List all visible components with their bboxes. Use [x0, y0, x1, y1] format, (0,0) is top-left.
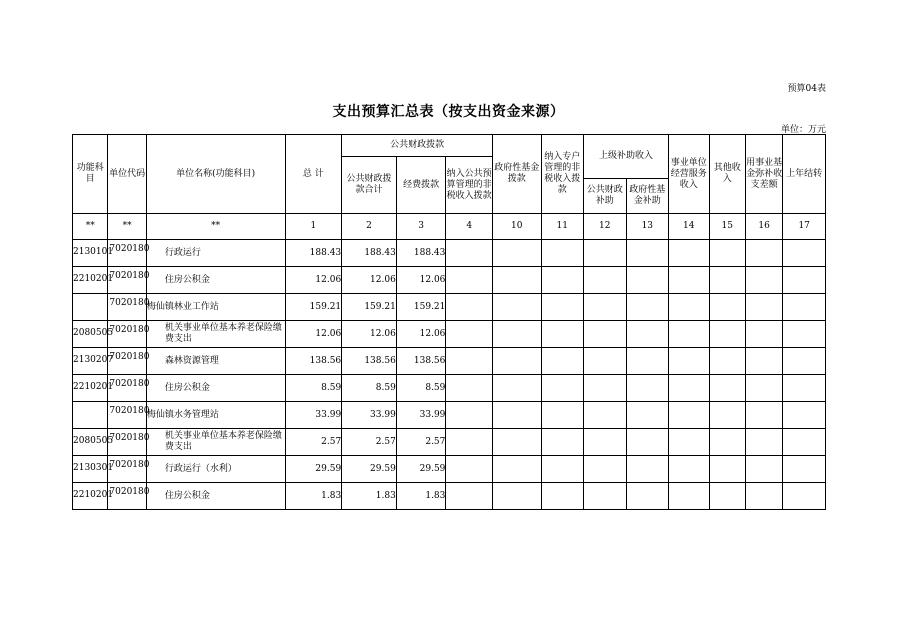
table-row: [73, 294, 826, 321]
header-nontax-budget: 纳入公共预算管理的非税收入拨款: [446, 157, 493, 214]
empty-cell: [745, 402, 782, 429]
empty-cell: [492, 240, 541, 267]
header-superior-subsidy: 上级补助收入: [584, 135, 669, 179]
total-cell: 159.21: [285, 294, 342, 321]
form-number: 预算04表: [787, 84, 826, 94]
header-other-income: 其他收入: [709, 135, 745, 214]
funding-cell: 33.99: [396, 402, 446, 429]
empty-cell: [745, 267, 782, 294]
unit-code-text: 7020180: [109, 325, 150, 335]
empty-cell: [669, 375, 709, 402]
table-row: [73, 267, 826, 294]
public-total-cell: 8.59: [342, 375, 397, 402]
table-body: [73, 240, 826, 510]
table-row: [73, 483, 826, 510]
empty-cell: [626, 348, 669, 375]
index-cell: **: [146, 214, 285, 240]
empty-cell: [669, 456, 709, 483]
empty-cell: [492, 348, 541, 375]
empty-cell: [584, 456, 627, 483]
empty-cell: [446, 240, 493, 267]
empty-cell: [492, 375, 541, 402]
func-code-cell: [73, 294, 108, 321]
empty-cell: [541, 321, 584, 348]
empty-cell: [745, 294, 782, 321]
empty-cell: [709, 294, 745, 321]
unit-code-text: 7020180: [109, 271, 150, 281]
unit-code-cell: [108, 348, 150, 375]
empty-cell: [626, 402, 669, 429]
empty-cell: [541, 240, 584, 267]
funding-cell: 12.06: [396, 267, 446, 294]
empty-cell: [446, 402, 493, 429]
func-code-cell: 2130207: [73, 348, 108, 375]
empty-cell: [446, 294, 493, 321]
empty-cell: [669, 348, 709, 375]
empty-cell: [745, 240, 782, 267]
empty-cell: [669, 240, 709, 267]
empty-cell: [626, 456, 669, 483]
empty-cell: [709, 348, 745, 375]
index-cell: 11: [541, 214, 584, 240]
empty-cell: [745, 483, 782, 510]
public-total-cell: 33.99: [342, 402, 397, 429]
empty-cell: [492, 294, 541, 321]
empty-cell: [745, 321, 782, 348]
public-total-cell: 159.21: [342, 294, 397, 321]
func-code-cell: 2210201: [73, 483, 108, 510]
public-total-cell: 12.06: [342, 267, 397, 294]
empty-cell: [626, 267, 669, 294]
func-code-cell: 2130101: [73, 240, 108, 267]
unit-code-cell: [108, 321, 150, 348]
total-cell: 12.06: [285, 267, 342, 294]
empty-cell: [584, 240, 627, 267]
funding-cell: 2.57: [396, 429, 446, 456]
unit-name-cell: 行政运行: [146, 240, 285, 267]
empty-cell: [709, 429, 745, 456]
index-cell: 2: [342, 214, 397, 240]
empty-cell: [541, 348, 584, 375]
unit-code-cell: [108, 240, 150, 267]
index-cell: 4: [446, 214, 493, 240]
index-cell: 17: [783, 214, 826, 240]
total-cell: 138.56: [285, 348, 342, 375]
total-cell: 29.59: [285, 456, 342, 483]
table-row: [73, 375, 826, 402]
empty-cell: [626, 375, 669, 402]
empty-cell: [783, 267, 826, 294]
empty-cell: [745, 456, 782, 483]
empty-cell: [783, 402, 826, 429]
unit-code-cell: [108, 429, 150, 456]
empty-cell: [446, 267, 493, 294]
empty-cell: [541, 429, 584, 456]
func-code-cell: 2130301: [73, 456, 108, 483]
empty-cell: [745, 429, 782, 456]
table-row: [73, 456, 826, 483]
table-row: [73, 348, 826, 375]
unit-code-text: 7020180: [109, 460, 150, 470]
empty-cell: [584, 348, 627, 375]
index-cell: 16: [745, 214, 782, 240]
unit-code-cell: [108, 294, 150, 321]
empty-cell: [541, 402, 584, 429]
empty-cell: [492, 267, 541, 294]
empty-cell: [584, 429, 627, 456]
table-row: [73, 429, 826, 456]
total-cell: 8.59: [285, 375, 342, 402]
public-total-cell: 1.83: [342, 483, 397, 510]
funding-cell: 12.06: [396, 321, 446, 348]
empty-cell: [709, 402, 745, 429]
index-cell: 10: [492, 214, 541, 240]
header-unit-code: 单位代码: [108, 135, 146, 214]
empty-cell: [783, 429, 826, 456]
header-carryover: 上年结转: [783, 135, 826, 214]
header-public-fiscal-total: 公共财政拨款合计: [342, 157, 397, 214]
empty-cell: [669, 402, 709, 429]
unit-code-cell: [108, 375, 150, 402]
empty-cell: [783, 348, 826, 375]
empty-cell: [709, 321, 745, 348]
funding-cell: 8.59: [396, 375, 446, 402]
header-funding: 经费拨款: [396, 157, 446, 214]
unit-name-cell: 机关事业单位基本养老保险缴费支出: [146, 429, 285, 456]
empty-cell: [541, 294, 584, 321]
empty-cell: [584, 321, 627, 348]
empty-cell: [709, 456, 745, 483]
funding-cell: 188.43: [396, 240, 446, 267]
empty-cell: [669, 294, 709, 321]
total-cell: 12.06: [285, 321, 342, 348]
header-sup-gov-fund: 政府性基金补助: [626, 179, 669, 214]
total-cell: 188.43: [285, 240, 342, 267]
empty-cell: [584, 375, 627, 402]
unit-code-text: 7020180: [109, 379, 150, 389]
empty-cell: [492, 402, 541, 429]
empty-cell: [709, 240, 745, 267]
empty-cell: [783, 321, 826, 348]
header-unit-name: 单位名称(功能科目): [146, 135, 285, 214]
empty-cell: [446, 321, 493, 348]
index-cell: 1: [285, 214, 342, 240]
empty-cell: [492, 483, 541, 510]
empty-cell: [584, 294, 627, 321]
table-row: [73, 321, 826, 348]
index-cell: **: [108, 214, 146, 240]
empty-cell: [541, 483, 584, 510]
empty-cell: [584, 267, 627, 294]
empty-cell: [446, 456, 493, 483]
func-code-cell: [73, 402, 108, 429]
empty-cell: [669, 429, 709, 456]
empty-cell: [492, 321, 541, 348]
empty-cell: [626, 240, 669, 267]
total-cell: 1.83: [285, 483, 342, 510]
header-business-income: 事业单位经营服务收入: [669, 135, 709, 214]
header-gov-fund: 政府性基金拨款: [492, 135, 541, 214]
empty-cell: [541, 267, 584, 294]
unit-code-cell: [108, 456, 150, 483]
func-code-cell: 2210201: [73, 267, 108, 294]
header-special-nontax: 纳入专户管理的非税收入拨款: [541, 135, 584, 214]
index-cell: 3: [396, 214, 446, 240]
unit-code-cell: [108, 402, 150, 429]
empty-cell: [669, 267, 709, 294]
empty-cell: [783, 483, 826, 510]
header-sup-public-fiscal: 公共财政补助: [584, 179, 627, 214]
unit-name-cell: 住房公积金: [146, 483, 285, 510]
funding-cell: 1.83: [396, 483, 446, 510]
budget-table: [72, 134, 826, 510]
empty-cell: [446, 375, 493, 402]
func-code-cell: 2080505: [73, 321, 108, 348]
public-total-cell: 12.06: [342, 321, 397, 348]
empty-cell: [745, 348, 782, 375]
empty-cell: [669, 321, 709, 348]
header-func-code: 功能科目: [73, 135, 108, 214]
empty-cell: [626, 294, 669, 321]
total-cell: 33.99: [285, 402, 342, 429]
empty-cell: [745, 375, 782, 402]
empty-cell: [709, 483, 745, 510]
func-code-cell: 2080505: [73, 429, 108, 456]
header-public-fiscal: 公共财政拨款: [342, 135, 493, 157]
empty-cell: [541, 456, 584, 483]
empty-cell: [541, 375, 584, 402]
empty-cell: [709, 375, 745, 402]
public-total-cell: 29.59: [342, 456, 397, 483]
unit-code-text: 7020180: [109, 433, 150, 443]
unit-code-text: 7020180: [109, 487, 150, 497]
empty-cell: [584, 483, 627, 510]
unit-code-cell: [108, 267, 150, 294]
index-cell: 14: [669, 214, 709, 240]
empty-cell: [626, 321, 669, 348]
empty-cell: [492, 456, 541, 483]
unit-code-text: 7020180: [109, 352, 150, 362]
empty-cell: [783, 456, 826, 483]
empty-cell: [783, 375, 826, 402]
empty-cell: [669, 483, 709, 510]
public-total-cell: 2.57: [342, 429, 397, 456]
empty-cell: [446, 483, 493, 510]
empty-cell: [584, 402, 627, 429]
empty-cell: [783, 294, 826, 321]
header-reserve-fund: 用事业基金弥补收支差额: [745, 135, 782, 214]
index-cell: 15: [709, 214, 745, 240]
empty-cell: [626, 429, 669, 456]
unit-code-text: 7020180: [109, 406, 150, 416]
empty-cell: [783, 240, 826, 267]
unit-name-cell: 梅仙镇林业工作站: [146, 294, 285, 321]
index-cell: 12: [584, 214, 627, 240]
unit-name-cell: 住房公积金: [146, 267, 285, 294]
unit-name-cell: 森林资源管理: [146, 348, 285, 375]
empty-cell: [709, 267, 745, 294]
table-row: [73, 240, 826, 267]
table-row: [73, 402, 826, 429]
funding-cell: 138.56: [396, 348, 446, 375]
func-code-cell: 2210201: [73, 375, 108, 402]
unit-name-cell: 行政运行（水利）: [146, 456, 285, 483]
index-cell: 13: [626, 214, 669, 240]
public-total-cell: 138.56: [342, 348, 397, 375]
unit-code-cell: [108, 483, 150, 510]
unit-code-text: 7020180: [109, 244, 150, 254]
empty-cell: [626, 483, 669, 510]
unit-label: 单位：万元: [780, 125, 826, 135]
unit-name-cell: 机关事业单位基本养老保险缴费支出: [146, 321, 285, 348]
unit-code-text: 7020180: [109, 298, 150, 308]
total-cell: 2.57: [285, 429, 342, 456]
empty-cell: [492, 429, 541, 456]
page-title: 支出预算汇总表（按支出资金来源）: [332, 104, 565, 120]
funding-cell: 29.59: [396, 456, 446, 483]
index-cell: **: [73, 214, 108, 240]
header-total: 总 计: [285, 135, 342, 214]
unit-name-cell: 住房公积金: [146, 375, 285, 402]
empty-cell: [446, 429, 493, 456]
public-total-cell: 188.43: [342, 240, 397, 267]
empty-cell: [446, 348, 493, 375]
funding-cell: 159.21: [396, 294, 446, 321]
unit-name-cell: 梅仙镇水务管理站: [146, 402, 285, 429]
